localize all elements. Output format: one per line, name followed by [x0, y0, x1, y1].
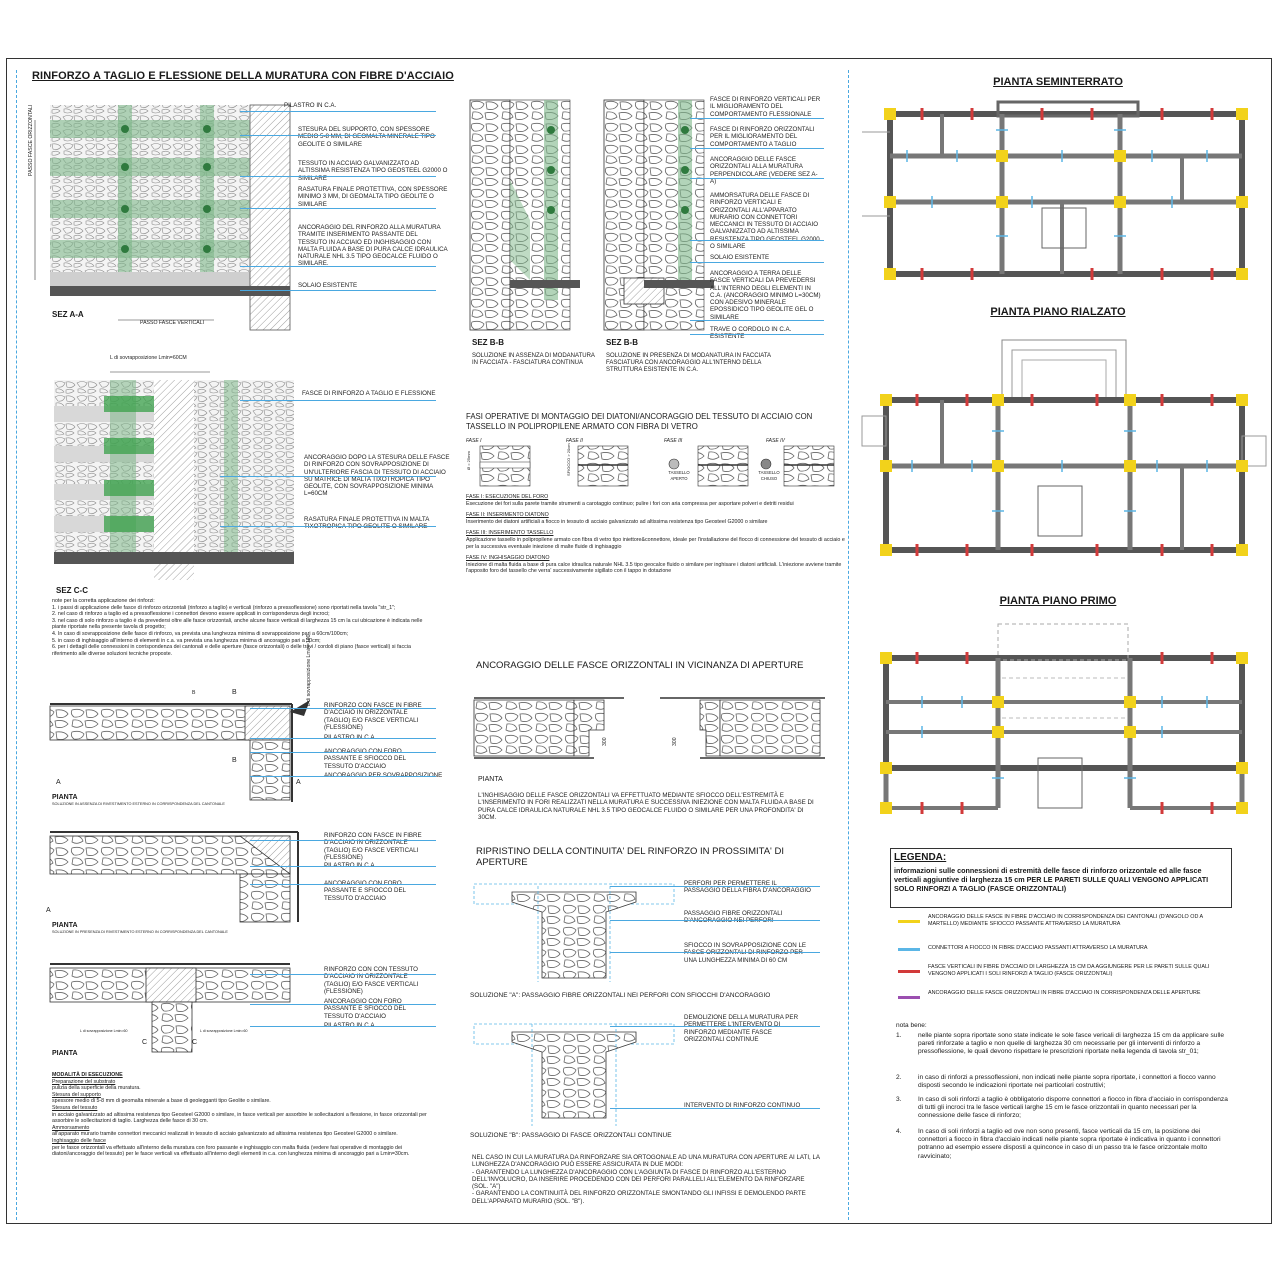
leader	[690, 262, 824, 263]
plan-title-3: PIANTA PIANO PRIMO	[999, 595, 1117, 607]
pd2-caption: SOLUZIONE IN PRESENZA DI RIVESTIMENTO ESTERNO IN CORRISPONDENZA DEL CANTONALE	[52, 930, 228, 934]
sez-bb-callout-4: AMMORSATURA DELLE FASCE DI RINFORZO VERTICALI E ORIZZONTALI ALL'APPARATO MURARIO CON CONNETTORI MECCANICI IN TESSUTO DI ACCIAIO GALVANIZZATO AD ALTISSIMA RESISTENZA TIPO GEOSTEEL G2000 O SIMILARE	[710, 192, 820, 251]
legend-title: LEGENDA:	[894, 852, 947, 863]
nota-bene-item-4	[896, 1128, 1232, 1172]
fasi-dim-1: Ø = 25mm	[466, 451, 471, 470]
sez-cc-label: SEZ C-C	[56, 586, 88, 595]
plan-detail-3-drawing	[40, 958, 310, 1058]
passo-orizz-label: PASSO FASCE ORIZZONTALI	[28, 104, 34, 176]
plan-seminterrato	[862, 96, 1272, 286]
pd3-callout-3: PILASTRO IN C.A.	[324, 1022, 377, 1029]
separator-right	[848, 70, 849, 1220]
modalita-t-1: pulizia della superficie della muratura.	[52, 1085, 141, 1092]
leader	[610, 1026, 820, 1027]
nb-num-2: 2.	[896, 1074, 902, 1081]
leader	[250, 866, 436, 867]
tassello-chiuso: TASSELLO CHIUSO	[758, 470, 780, 482]
sol-b-callout-1: DEMOLIZIONE DELLA MURATURA PER PERMETTERE L'INTERVENTO DI RINFORZO MEDIANTE FASCE ORIZZONTALI CONTINUE	[684, 1014, 799, 1043]
pd1-callout-2: PILASTRO IN C.A.	[324, 734, 377, 741]
legend-swatch-purple	[898, 996, 920, 999]
notes-left-title: note per la corretta applicazione dei rinforzi:	[52, 598, 155, 604]
pd3-mark-c: C	[142, 1039, 148, 1046]
nb-text-2: in caso di rinforzi a pressoflessioni, non indicati nelle piante sopra riportate, i connettori a fiocco vanno disposti secondo le indicazioni riportate nei particolari costruttivi;	[918, 1074, 1216, 1090]
ancoraggio-drawing-2	[660, 690, 830, 776]
pd3-mark-c2: C	[192, 1039, 198, 1046]
leader	[240, 176, 436, 177]
ripristino-final-note: NEL CASO IN CUI LA MURATURA DA RINFORZARE SIA ORTOGONALE AD UNA MURATURA CON APERTURE AI LATI, LA LUNGHEZZA D'ANCORAGGIO PUÒ ESSERE ASSICURATA IN DUE MODI: - GARANTENDO LA LUNGHEZZA D'ANCORAGGIO CON L'AGGIUNTA DI FASCE DI RINFORZO ALL'ESTERNO DELL'INVOLUCRO, DA INSERIRE PROCEDENDO CON DEI PERFORI PARALLELI ALL'ELEMENTO DA RINFORZARE (SOL. "A") - GARANTENDO LA CONTINUITÀ DEL RINFORZO ORIZZONTALE SMONTANDO GLI INFISSI E DEMOLENDO PARTE DELL'APPARATO MURARIO (SOL. "B").	[472, 1154, 820, 1205]
sez-cc-dim: L di sovrapposizione Lmin=60CM	[110, 355, 187, 361]
legend-row-red	[896, 964, 1226, 984]
pd3-dim-2: L di sovrapposizione Lmin=60	[200, 1029, 248, 1033]
notes-left-item-3: 3. nel caso di solo rinforzo a taglio è da prevedersi oltre alle fasce orizzontali, anche alcune fasce verticali di larghezza 15 cm la cui ubicazione è indicata nelle piante riportate nella presente tavola di progetto;	[52, 617, 423, 631]
ancoraggio-text: L'INGHISAGGIO DELLE FASCE ORIZZONTALI VA EFFETTUATO MEDIANTE SFIOCCO DELL'ESTREMITÀ E L'INSERIMENTO IN FORI REALIZZATI NELLA MURATURA E SUCCESSIVA INIEZIONE CON MALTA FLUIDA A BASE DI PURA CALCE IDRAULICA NATURALE NHL 3.5 TIPO GEOCALCE FLUIDO O SIMILARE PER UNA PROFONDITA' DI 30CM.	[478, 792, 814, 821]
fase-step-h-1: FASE I: ESECUZIONE DEL FORO	[466, 494, 549, 500]
fase-step-t-2: Inserimento dei diatoni artificiali a fiocco in tessuto di acciaio galvanizzato ad altissima resistenza tipo Geosteel G2000 o similare	[466, 518, 768, 525]
nb-text-1: nelle piante sopra riportate sono state indicate le sole fasce vericali di larghezza 15 cm da applicare sulle pareti rinforzate a taglio e non quelle di larghezza 30 cm necessarie per gli interventi di rinforzo a pressoflessione, le quali devono rispettare le prescrizioni riportate nella legenda di tavola str_01;	[918, 1032, 1225, 1056]
pd3-callout-1: RINFORZO CON CON TESSUTO D'ACCIAIO IN ORIZZONTALE (TAGLIO) E/O FASCE VERTICALI (FLESSIONE)	[324, 966, 419, 995]
sez-cc-callout-2: ANCORAGGIO DOPO LA STESURA DELLE FASCE DI RINFORZO CON SOVRAPPOSIZIONE DI UN'ULTERIORE FASCIA DI TESSUTO DI ACCIAIO SU MATRICE DI MALTA TIXOTROPICA TIPO GEOLITE, CON SOVRAPPOSIZIONE MINIMA L=60CM	[304, 454, 450, 498]
modalita-h-1: Preparazione del substrato	[52, 1078, 116, 1085]
notes-left-item-6: 6. per i dettagli delle connessioni in corrispondenza dei cantonali e delle aperture (fasce orizzontali) o delle travi / cordoli di piano (fasce verticali) si faccia riferimento alle diverse soluzioni tecniche proposte.	[52, 644, 411, 657]
leader	[240, 266, 436, 267]
sez-bb-callout-6: ANCORAGGIO A TERRA DELLE FASCE VERTICALI DA PREVEDERSI ALL'INTERNO DEGLI ELEMENTI IN C.A. (ANCORAGGIO MINIMO L=30CM) CON ADESIVO MINERALE EPOSSIDICO TIPO GEOLITE GEL O SIMILARE	[710, 270, 821, 321]
modalita-title: MODALITÀ DI ESECUZIONE	[52, 1072, 123, 1078]
modalita-t-5: per le fasce orizzontali va effettuato all'interno della muratura con foro passante e inghisaggio con malta fluida (vedere fasi operative di montaggio dei diatoni/ancoraggio del tessuto) per le fasce verticali va effettuato all'interno degli elementi in c.a. con lunghezza minima di ancoraggio pari a Lmin=30cm.	[52, 1144, 410, 1158]
nota-bene-item-3	[896, 1096, 1232, 1128]
legend-header: informazioni sulle connessioni di estremità delle fasce di rinforzo orizzontale ed alle fasce verticali aggiuntive di larghezza 15 cm PER LE PARETI SULLE QUALI VENGONO APPLICATI SOLO RINFORZI A TAGLIO (FASCE ORIZZONTALI)	[894, 866, 1209, 893]
legend-row-blue	[896, 942, 1226, 962]
nb-text-3: In caso di soli rinforzi a taglio è obbligatorio disporre connettori a fiocco in fibra d'acciaio in corrispondenza di tutti gli incroci tra le fasce verticali larghe 15 cm le fasce orizzontali in quanto necessari per la connessione delle fasce di rinforzo;	[918, 1096, 1228, 1120]
sez-aa-callout-1: PILASTRO IN C.A.	[284, 102, 337, 109]
notes-left	[52, 598, 432, 657]
ripristino-title: RIPRISTINO DELLA CONTINUITA' DEL RINFORZO IN PROSSIMITA' DI APERTURE	[476, 846, 785, 868]
leader	[250, 840, 436, 841]
sez-bb-drawing-2	[604, 100, 724, 330]
leader	[250, 1026, 436, 1027]
sez-aa-callout-5: ANCORAGGIO DEL RINFORZO ALLA MURATURA TRAMITE INSERIMENTO PASSANTE DEL TESSUTO IN ACCIAIO ED INGHISAGGIO CON MALTA FLUIDA A BASE DI PURA CALCE IDRAULICA NATURALE NHL 3.5 TIPO GEOCALCE FLUIDO O SIMILARE.	[298, 224, 448, 268]
sez-aa-callout-2: STESURA DEL SUPPORTO, CON SPESSORE MEDIO 5-8 MM, DI GEOMALTA MINERALE TIPO GEOLITE O SIMILARE	[298, 126, 435, 148]
nota-bene-item-2	[896, 1074, 1232, 1096]
sez-cc-callout-1: FASCE DI RINFORZO A TAGLIO E FLESSIONE	[302, 390, 436, 397]
pd1-mark-b2: B	[232, 757, 237, 764]
modalita-h-5: Inghisaggio delle fasce	[52, 1137, 106, 1144]
sol-a-callout-2: PASSAGGIO FIBRE ORIZZONTALI D'ANCORAGGIO NEI PERFORI	[684, 910, 783, 925]
fase-step-t-1: Esecuzione dei fori sulla parete tramite strumenti a carotaggio continuo; pulire i fori con aria compressa per asportare polveri e detriti residui	[466, 500, 794, 507]
leader	[610, 920, 820, 921]
pd1-callout-4: ANCORAGGIO PER SOVRAPPOSIZIONE	[324, 772, 443, 779]
ripristino-sol-a-drawing	[472, 882, 682, 988]
leader	[690, 148, 824, 149]
leader	[690, 118, 824, 119]
sez-cc-drawing	[54, 366, 294, 581]
legend-text-2: CONNETTORI A FIOCCO IN FIBRE D'ACCIAIO PASSANTI ATTRAVERSO LA MURATURA	[928, 945, 1148, 951]
fase-step-t-4: Iniezione di malta fluida a base di pura calce idraulica naturale NHL 3.5 tipo geocalce fluido o similare per inghisare i diatoni artificiali. L'iniezione avviene tramite l'apposito foro del tassello che verra' successivamente sigillato con il tappo in dotazione	[466, 561, 842, 575]
leader	[240, 135, 436, 136]
leader	[250, 1004, 436, 1005]
pd2-callout-3: ANCORAGGIO CON FORO PASSANTE E SFIOCCO DEL TESSUTO D'ACCIAIO	[324, 880, 406, 902]
modalita-t-4: all'apparato murario tramite connettori meccanici realizzati in tessuto di acciaio galvanizzato ad altissima resistenza tipo Geosteel G2000 o similare.	[52, 1131, 398, 1138]
leader	[250, 738, 436, 739]
sez-bb-callout-3: ANCORAGGIO DELLE FASCE ORIZZONTALI ALLA MURATURA PERPENDICOLARE (VEDERE SEZ A-A)	[710, 156, 818, 185]
leader	[240, 290, 436, 291]
plan-detail-1-drawing	[40, 686, 310, 806]
legend-text-1: ANCORAGGIO DELLE FASCE IN FIBRE D'ACCIAIO IN CORRISPONDENZA DEI CANTONALI (D'ANGOLO OD A MARTELLO) MEDIANTE SFIOCCO PASSANTE ATTRAVERSO LA MURATURA	[928, 914, 1203, 927]
sol-a-callout-1: PERFORI PER PERMETTERE IL PASSAGGIO DELLA FIBRA D'ANCORAGGIO	[684, 880, 811, 895]
leader	[610, 886, 820, 887]
plan-piano-rialzato	[862, 336, 1272, 566]
pd3-label: PIANTA	[52, 1050, 78, 1057]
ancoraggio-title: ANCORAGGIO DELLE FASCE ORIZZONTALI IN VICINANZA DI APERTURE	[476, 660, 804, 671]
tassello-aperto: TASSELLO APERTO	[668, 470, 690, 482]
fase-step-t-3: Applicazione tassello in polipropilene armato con fibra di vetro tipo iniettore&connettore, ideale per l'installazione del fiocco di connessione del tessuto di acciaio e per la successiva eventuale iniezione di malte fluide di inghisaggio	[466, 536, 845, 550]
sol-a-callout-3: SFIOCCO IN SOVRAPPOSIZIONE CON LE FASCE ORIZZONTALI DI RINFORZO PER UNA LUNGHEZZA MINIMA DI 60 CM	[684, 942, 807, 964]
sez-bb-label-2: SEZ B-B	[606, 338, 638, 347]
sol-a-caption: SOLUZIONE "A": PASSAGGIO FIBRE ORIZZONTALI NEI PERFORI CON SFIOCCHI D'ANCORAGGIO	[470, 992, 771, 999]
ripristino-sol-b-drawing	[472, 1022, 682, 1128]
leader	[610, 1108, 820, 1109]
fase-step-h-3: FASE III: INSERIMENTO TASSELLO	[466, 530, 554, 537]
sez-bb-caption-2: SOLUZIONE IN PRESENZA DI MODANATURA IN FACCIATA FASCIATURA CON ANCORAGGIO ALL'INTERNO DELLA STRUTTURA ESISTENTE IN C.A.	[606, 353, 771, 373]
leader	[250, 776, 436, 777]
leader	[220, 476, 436, 477]
modalita-t-2: spessore medio di 5-8 mm di geomalta minerale a base di geolegganti tipo Geolite o similare.	[52, 1098, 271, 1105]
fase-label-3: FASE III	[664, 438, 683, 444]
plan-title-1: PIANTA SEMINTERRATO	[993, 76, 1123, 88]
nota-bene-item-1	[896, 1032, 1232, 1072]
leader	[250, 974, 436, 975]
pd1-callout-3: ANCORAGGIO CON FORO PASSANTE E SFIOCCO DEL TESSUTO D'ACCIAIO	[324, 748, 406, 770]
separator-left	[16, 70, 17, 1220]
sez-bb-callout-1: FASCE DI RINFORZO VERTICALI PER IL MIGLIORAMENTO DEL COMPORTAMENTO FLESSIONALE	[710, 96, 821, 118]
nb-text-4: In caso di soli rinforzi a taglio ed ove non sono presenti, fasce verticali da 15 cm, la posizione dei connettori a fiocco in fibra d'acciaio indicati nelle piante sopra riportate è indicativa in quanto i connettori potranno ad esempio essere disposti a quinconce in caso di un passo tra le fasce orizzontale molto ravvicinato;	[918, 1128, 1221, 1160]
fase-step-h-4: FASE IV: INGHISAGGIO DIATONO	[466, 555, 550, 562]
ancoraggio-drawing-1	[474, 690, 634, 776]
leader	[250, 708, 436, 709]
pd2-callout-1: RINFORZO CON FASCE IN FIBRE D'ACCIAIO IN ORIZZONTALE (TAGLIO) E/O FASCE VERTICALI (FLESSIONE)	[324, 832, 422, 861]
pd1-label: PIANTA	[52, 794, 78, 801]
sez-bb-drawing-1	[470, 100, 590, 330]
leader	[690, 240, 824, 241]
leader	[250, 752, 436, 753]
pd2-mark-a: A	[46, 907, 51, 914]
pd1-callout-1: RINFORZO CON FASCE IN FIBRE D'ACCIAIO IN ORIZZONTALE (TAGLIO) E/O FASCE VERTICALI (FLESSIONE)	[324, 702, 422, 731]
modalita-h-2: Stesura del supporto	[52, 1091, 101, 1098]
nb-num-4: 4.	[896, 1128, 902, 1135]
sez-aa-callout-6: SOLAIO ESISTENTE	[298, 282, 358, 289]
modalita-h-4: Ammorsamento	[52, 1124, 90, 1131]
sez-bb-caption-1: SOLUZIONE IN ASSENZA DI MODANATURA IN FACCIATA - FASCIATURA CONTINUA	[472, 353, 595, 366]
nota-bene-label: nota bene:	[896, 1022, 927, 1029]
pd2-callout-2: PILASTRO IN C.A.	[324, 862, 377, 869]
notes-left-item-1: 1. i passi di applicazione delle fasce di rinforzo orizzontali (rinforzo a taglio) e verticali (rinforzo a pressoflessione) sono riportati nella tavola "str_1";	[52, 604, 396, 611]
pd1-mark-a: A	[56, 779, 61, 786]
leader	[240, 111, 436, 112]
fasi-dim-2: SFIOCCO > 20cm	[566, 443, 571, 476]
sez-bb-callout-5: SOLAIO ESISTENTE	[710, 254, 770, 261]
fasi-steps	[466, 494, 846, 575]
main-title: RINFORZO A TAGLIO E FLESSIONE DELLA MURATURA CON FIBRE D'ACCIAIO	[32, 70, 454, 82]
sol-b-callout-2: INTERVENTO DI RINFORZO CONTINUO	[684, 1102, 801, 1109]
leader	[690, 334, 824, 335]
notes-left-item-2: 2. nel caso di rinforzo a taglio ed a pressoflessione i connettori devono essere applicati in corrispondenza degli incroci;	[52, 611, 330, 618]
legend-swatch-red	[898, 970, 920, 973]
pd2-label: PIANTA	[52, 922, 78, 929]
nb-num-3: 3.	[896, 1096, 902, 1103]
plan-title-2: PIANTA PIANO RIALZATO	[990, 306, 1126, 318]
modalita-t-3: in acciaio galvanizzato ad altissima resistenza tipo Geosteel G2000 o similare, in fasce verticali per assorbire le sollecitazioni a flessione, in fasce orizzontali per assorbire le sollecitazioni di taglio. Larghezza delle fasce di 30 cm.	[52, 1111, 427, 1125]
legend-swatch-yellow	[898, 920, 920, 923]
sez-bb-callout-2: FASCE DI RINFORZO ORIZZONTALI PER IL MIGLIORAMENTO DEL COMPORTAMENTO A TAGLIO	[710, 126, 815, 148]
fase-label-4: FASE IV	[766, 438, 785, 444]
plan-piano-primo	[862, 618, 1272, 828]
leader	[610, 952, 820, 953]
passo-vert-label: PASSO FASCE VERTICALI	[140, 320, 205, 326]
fasi-title: FASI OPERATIVE DI MONTAGGIO DEI DIATONI/ANCORAGGIO DEL TESSUTO DI ACCIAIO CON TASSELLO IN POLIPROPILENE ARMATO CON FIBRA DI VETRO	[466, 412, 813, 431]
sez-aa-callout-3: TESSUTO IN ACCIAIO GALVANIZZATO AD ALTISSIMA RESISTENZA TIPO GEOSTEEL G2000 O SIMILARE	[298, 160, 448, 182]
ancoraggio-dim-1: 300	[602, 737, 608, 746]
leader	[250, 884, 436, 885]
legend-text-4: ANCORAGGIO DELLE FASCE ORIZZONTALI IN FIBRE D'ACCIAIO IN CORRISPONDENZA DELLE APERTURE	[928, 990, 1201, 996]
pd1-caption: SOLUZIONE IN ASSENZA DI RIVESTIMENTO ESTERNO IN CORRISPONDENZA DEL CANTONALE	[52, 802, 225, 806]
ancoraggio-dim-2: 300	[672, 737, 678, 746]
sez-cc-callout-3: RASATURA FINALE PROTETTIVA IN MALTA TIXOTROPICA TIPO GEOLITE O SIMILARE	[304, 516, 430, 531]
notes-left-item-5: 5. in caso di inghisaggio all'interno di elementi in c.a. va prevista una lunghezza minima di ancoraggio pari a 30cm;	[52, 637, 321, 644]
sez-aa-label: SEZ A-A	[52, 310, 84, 319]
legend-row-purple	[896, 990, 1226, 1010]
ancoraggio-pianta: PIANTA	[478, 776, 503, 783]
sez-bb-label-1: SEZ B-B	[472, 338, 504, 347]
legend-row-yellow	[896, 914, 1226, 934]
pd3-callout-2: ANCORAGGIO CON FORO PASSANTE E SFIOCCO DEL TESSUTO D'ACCIAIO	[324, 998, 406, 1020]
pd3-dim-1: L di sovrapposizione Lmin=60	[80, 1029, 128, 1033]
fase-label-2: FASE II	[566, 438, 583, 444]
fase-step-h-2: FASE II: INSERIMENTO DIATONO	[466, 512, 549, 519]
legend-swatch-blue	[898, 948, 920, 951]
leader	[240, 400, 436, 401]
pd1-dim: L di sovrapposizione Lmin=100	[306, 634, 312, 706]
modalita-h-3: Stesura del tessuto	[52, 1104, 98, 1111]
leader	[240, 208, 436, 209]
sol-b-caption: SOLUZIONE "B": PASSAGGIO DI FASCE ORIZZONTALI CONTINUE	[470, 1132, 672, 1139]
fase-label-1: FASE I	[466, 438, 482, 444]
pd1-mark-b: B	[232, 689, 237, 696]
leader	[220, 526, 436, 527]
notes-left-item-4: 4. In caso di sovrapposizione delle fasce di rinforzo, va prevista una lunghezza minima di sovrapposizione pari a 60cm/100cm;	[52, 630, 349, 637]
pd1-mark-a2: A	[296, 779, 301, 786]
nb-num-1: 1.	[896, 1032, 902, 1039]
leader	[690, 178, 824, 179]
legend-text-3: FASCE VERTICALI IN FIBRE D'ACCIAIO DI LARGHEZZA 15 CM DA AGGIUNGERE PER LE PARETI SULLE QUALI VENGONO APPLICATI I SOLI RINFORZI A TAGLIO (FASCE ORIZZONTALI)	[928, 964, 1210, 977]
sez-aa-callout-4: RASATURA FINALE PROTETTIVA, CON SPESSORE MINIMO 3 MM, DI GEOMALTA TIPO GEOLITE O SIMILARE	[298, 186, 448, 208]
sez-bb-callout-7: TRAVE O CORDOLO IN C.A. ESISTENTE	[710, 326, 792, 341]
leader	[690, 320, 824, 321]
modalita	[52, 1072, 432, 1158]
pd1-mark-b-top: B	[192, 690, 196, 696]
plan-detail-2-drawing	[40, 824, 310, 924]
